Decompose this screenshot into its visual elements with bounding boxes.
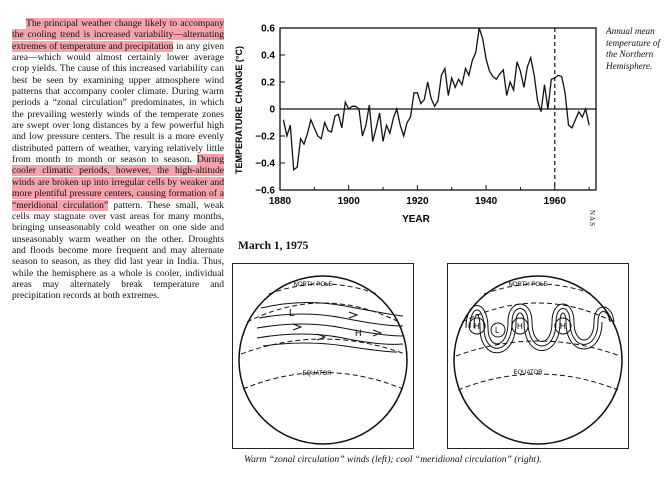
y-axis-label: TEMPERATURE CHANGE (°C) <box>234 46 244 174</box>
high-pressure-label: H <box>474 322 480 331</box>
y-tick-label: 0.6 <box>261 23 275 35</box>
high-pressure-label: H <box>355 328 362 338</box>
issue-date: March 1, 1975 <box>238 240 309 252</box>
temperature-series-line <box>283 28 589 170</box>
highlighted-passage-1: The principal weather change likely to accompany the cooling trend is increased variability—alternating extremes of temperature and precipitation <box>12 18 224 52</box>
y-tick-label: 0 <box>269 104 275 116</box>
chart-credit: NAS <box>588 210 596 228</box>
y-tick-label: 0.2 <box>261 77 275 89</box>
meridional-circulation-globe <box>447 263 629 449</box>
equator-label: EQUATOR <box>513 370 543 376</box>
x-axis-label: YEAR <box>402 214 430 225</box>
x-tick-label: 1900 <box>337 196 360 207</box>
y-tick-label: −0.6 <box>255 185 275 197</box>
x-tick-label: 1920 <box>406 196 429 207</box>
globe-outline <box>454 276 622 444</box>
chart-caption: Annual mean temperature of the Northern Hemisphere. <box>606 26 661 71</box>
x-tick-label: 1880 <box>268 196 292 207</box>
zonal-circulation-globe <box>232 263 414 449</box>
article-text <box>12 18 224 302</box>
y-tick-label: −0.4 <box>255 158 275 170</box>
globe-outline <box>239 276 407 444</box>
figure-caption: Warm “zonal circulation” winds (left); cool “meridional circulation” (right). <box>244 454 542 465</box>
equator-label: EQUATOR <box>302 371 332 377</box>
temperature-chart <box>228 14 608 229</box>
high-pressure-label-2: H <box>517 322 523 331</box>
article-paragraph <box>12 18 224 302</box>
y-tick-label: 0.4 <box>261 50 275 62</box>
y-tick-label: −0.2 <box>255 131 275 143</box>
x-tick-label: 1940 <box>474 196 498 207</box>
article-passage-1: in any given area—which would almost certainly lower average crop yields. The cause of this increased variability can best be seen by examining upper atmosphere wind patterns that accompany cooler climate. During warm periods a “zonal circulation” predominates, in which the prevailing westerly winds of the temperate zones are swept over long distances by a few powerful high and low pressure centers. The result is a more evenly distributed pattern of weather, varying relatively little from month to month or season to season. <box>12 40 225 166</box>
high-pressure-label-3: H <box>560 322 566 331</box>
highlighted-passage-2: During cooler climatic periods, however, the high-altitude winds are broken up into irregular cells by weaker and more plentiful pressure centers, causing formation of a “meridional circulation” <box>12 154 224 211</box>
article-passage-2: pattern. These small, weak cells may stagnate over vast areas for many months, bringing unseasonably cold weather on one side and unseasonably warm weather on the other. Droughts and floods become more frequent and may alternate season to season, as they did last year in India. Thus, while the hemisphere as a whole is cooler, individual areas may alternately break temperature and precipitation records at both extremes. <box>12 199 224 302</box>
north-pole-label: NORTH POLE <box>293 282 333 288</box>
low-pressure-label: L <box>289 308 295 319</box>
north-pole-label: NORTH POLE <box>508 282 548 288</box>
low-pressure-label: L <box>495 326 500 335</box>
x-tick-label: 1960 <box>543 196 566 207</box>
